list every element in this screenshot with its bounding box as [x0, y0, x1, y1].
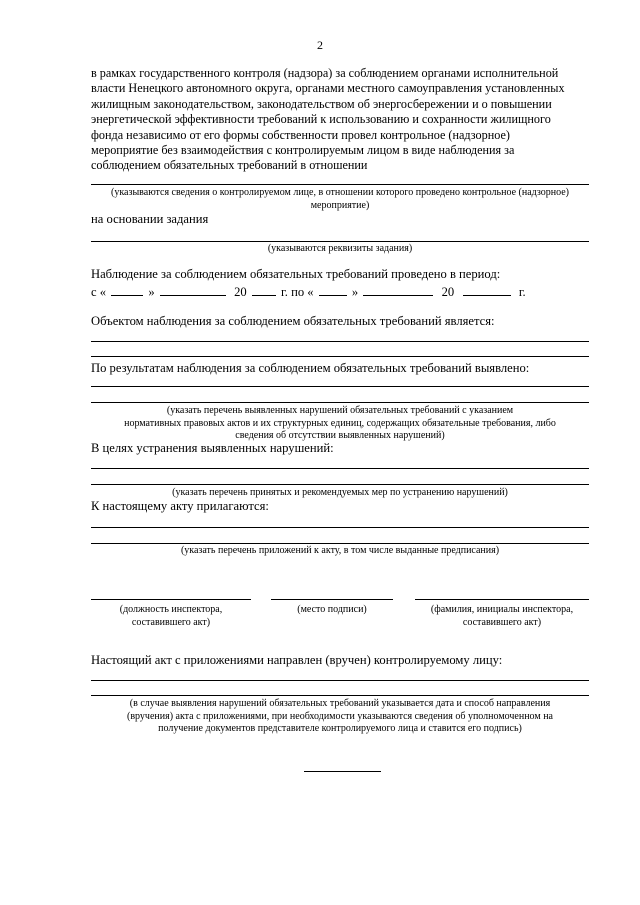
page-number: 2 — [317, 38, 323, 52]
attachments-caption: (указать перечень приложений к акту, в том числе выданные предписания) — [180, 545, 500, 556]
task-details-line[interactable] — [91, 241, 589, 242]
results-label: По результатам наблюдения за соблюдением обязательных требований выявлено: — [91, 361, 530, 375]
delivery-label: Настоящий акт с приложениями направлен (вручен) контролируемому лицу: — [91, 653, 503, 667]
object-line[interactable] — [91, 356, 589, 357]
object-line[interactable] — [91, 341, 589, 342]
controlled-person-caption — [91, 187, 589, 212]
task-details-caption: (указываются реквизиты задания) — [267, 243, 413, 254]
caption-line: мероприятие) — [310, 199, 370, 211]
delivery-line[interactable] — [91, 680, 589, 681]
signature-line[interactable] — [271, 599, 393, 600]
caption-line: нормативных правовых актов и их структурных единиц, содержащих обязательные требования, либо — [124, 417, 556, 429]
to-prefix: по « — [291, 285, 314, 299]
to-month-field[interactable] — [363, 285, 433, 296]
basis-label: на основании задания — [91, 212, 209, 226]
inspector-position-caption — [91, 603, 251, 629]
caption-line: (указать перечень выявленных нарушений обязательных требований с указанием — [166, 405, 514, 416]
intro-line: энергетической эффективности требований к использованию и сохранности жилищного — [91, 112, 551, 127]
intro-line: мероприятие без взаимодействия с контролируемым лицом в виде наблюдения за — [91, 143, 515, 158]
from-year-suffix: г. — [281, 285, 288, 299]
from-day-field[interactable] — [111, 285, 143, 296]
remedy-line[interactable] — [91, 468, 589, 469]
to-year-field[interactable] — [463, 285, 511, 296]
delivery-caption — [91, 698, 589, 736]
from-prefix: с « — [91, 285, 107, 299]
attachments-label: К настоящему акту прилагаются: — [91, 499, 269, 513]
quote-close: » — [148, 285, 155, 299]
caption-line: (фамилия, инициалы инспектора, — [430, 604, 574, 615]
intro-line: жилищным законодательством, законодательством об энергосбережении и о повышении — [91, 96, 552, 111]
intro-line: фонда независимо от его формы собственности провел контрольное (надзорное) — [91, 127, 510, 142]
period-row — [91, 285, 561, 300]
intro-line: власти Ненецкого автономного округа, органами местного самоуправления установленных — [91, 81, 565, 96]
quote-close: » — [351, 285, 359, 299]
caption-line: получение документов представителе контролируемого лица и ставится его подпись) — [158, 723, 522, 734]
to-year-suffix: г. — [518, 285, 526, 299]
from-year-field[interactable] — [252, 285, 276, 296]
intro-line: в рамках государственного контроля (надзора) за соблюдением органами исполнительной — [91, 66, 559, 80]
caption-line: составившего акт) — [131, 617, 211, 628]
intro-line: соблюдением обязательных требований в отношении — [91, 158, 368, 173]
measures-caption: (указать перечень принятых и рекомендуемых мер по устранению нарушений) — [172, 487, 508, 498]
to-year-prefix: 20 — [441, 285, 455, 299]
attachments-line[interactable] — [91, 543, 589, 544]
results-line[interactable] — [91, 386, 589, 387]
results-line[interactable] — [91, 402, 589, 403]
intro-paragraph — [91, 66, 589, 174]
period-label: Наблюдение за соблюдением обязательных требований проведено в период: — [91, 267, 501, 281]
inspector-position-line[interactable] — [91, 599, 251, 600]
remedy-line[interactable] — [91, 484, 589, 485]
violations-caption — [91, 405, 589, 443]
attachments-line[interactable] — [91, 527, 589, 528]
signature-caption: (место подписи) — [297, 604, 367, 615]
delivery-line[interactable] — [91, 695, 589, 696]
inspector-name-line[interactable] — [415, 599, 589, 600]
caption-line: (в случае выявления нарушений обязательных требований указывается дата и способ направления — [129, 698, 551, 709]
remedy-label: В целях устранения выявленных нарушений: — [91, 441, 334, 455]
object-label: Объектом наблюдения за соблюдением обязательных требований является: — [91, 314, 495, 328]
closing-divider — [304, 771, 381, 772]
inspector-name-caption — [410, 603, 594, 629]
to-day-field[interactable] — [319, 285, 347, 296]
caption-line: сведения об отсутствии выявленных нарушений) — [235, 430, 445, 441]
from-year-prefix: 20 — [234, 285, 247, 299]
caption-line: (указываются сведения о контролируемом лице, в отношении которого проведено контрольное (надзорное) — [111, 187, 569, 198]
caption-line: составившего акт) — [462, 617, 542, 628]
caption-line: (должность инспектора, — [119, 604, 223, 615]
controlled-person-line[interactable] — [91, 184, 589, 185]
from-month-field[interactable] — [160, 285, 226, 296]
caption-line: (вручения) акта с приложениями, при необходимости указываются сведения об уполномоченном на — [127, 710, 553, 722]
